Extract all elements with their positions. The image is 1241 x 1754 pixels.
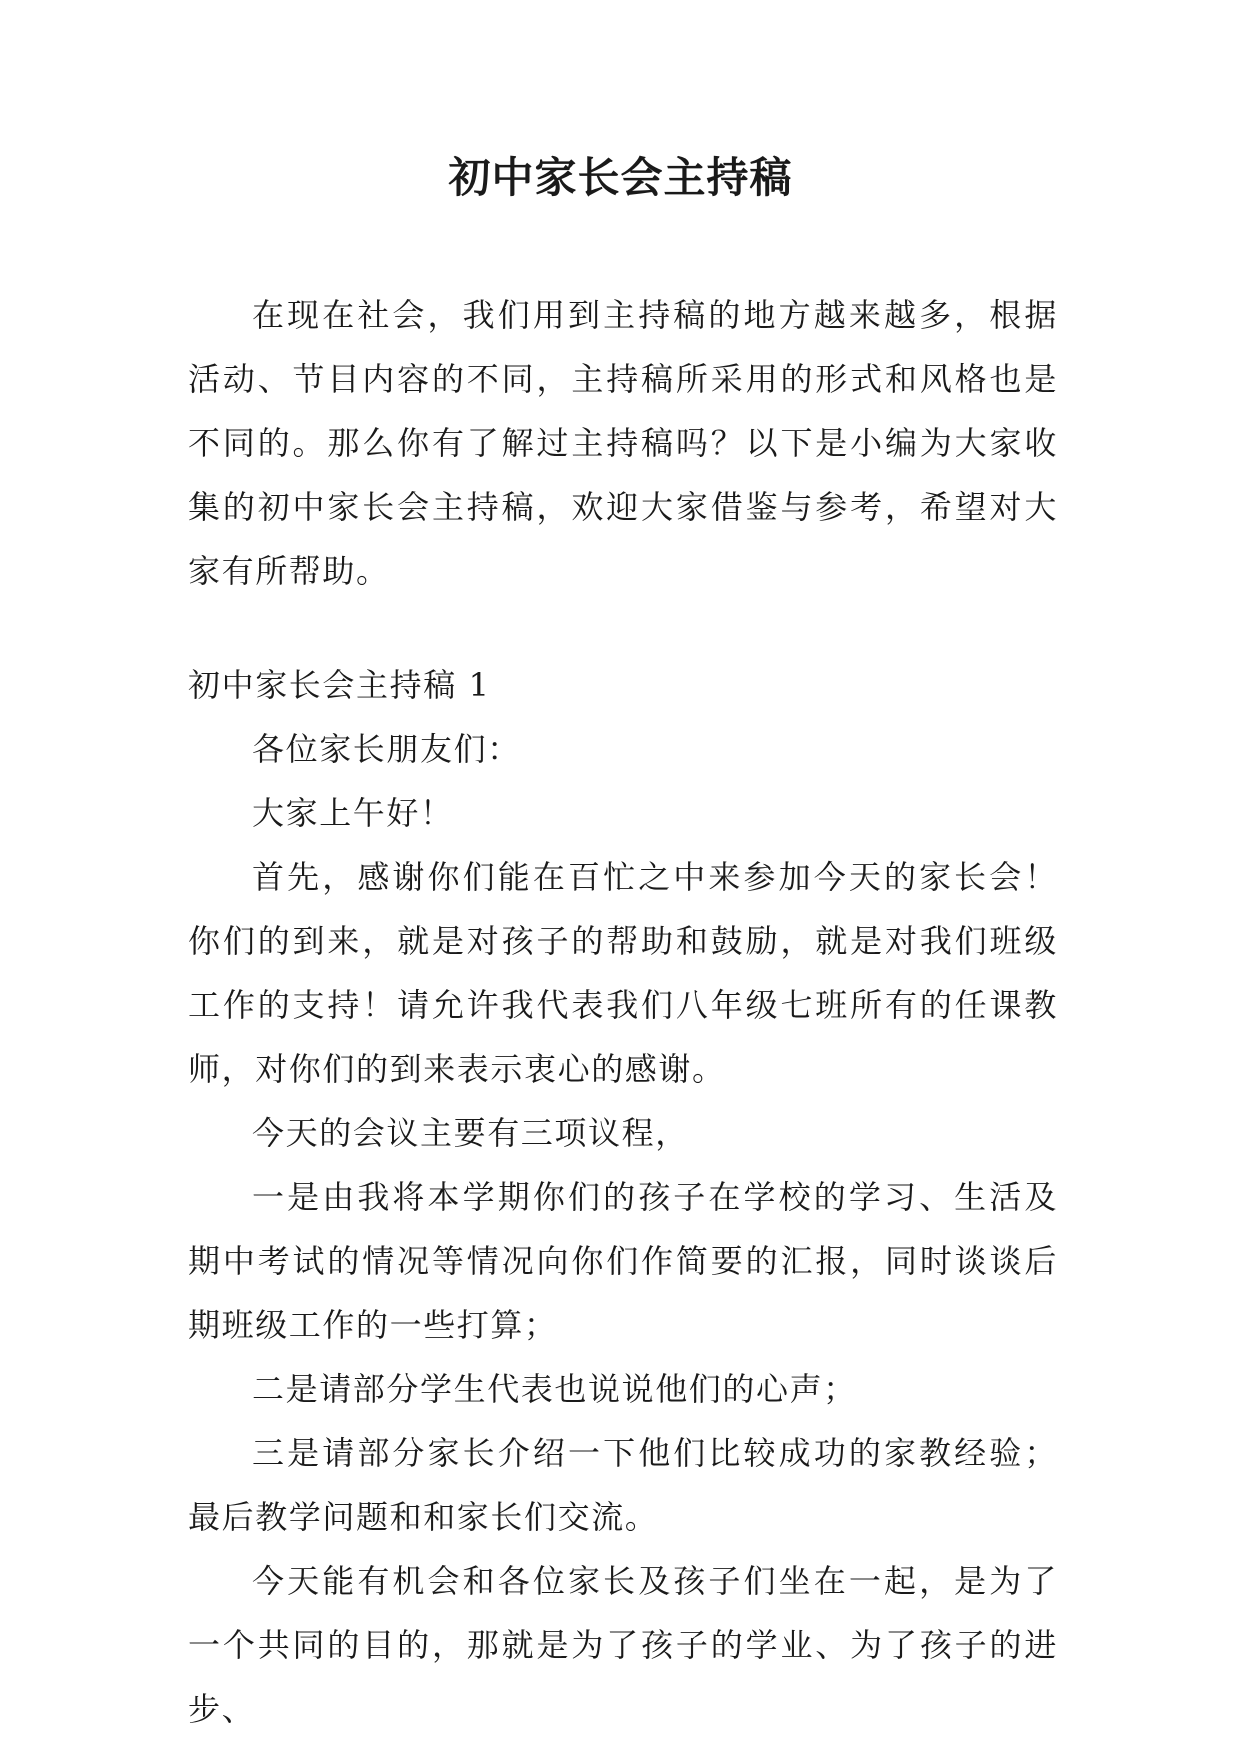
body-paragraph: 二是请部分学生代表也说说他们的心声； [252,1370,857,1408]
section-heading: 初中家长会主持稿 1 [188,666,491,704]
body-paragraph: 大家上午好！ [252,794,454,832]
intro-paragraph: 在现在社会，我们用到主持稿的地方越来越多，根据活动、节目内容的不同，主持稿所采用的形式和风格也是不同的。那么你有了解过主持稿吗？以下是小编为大家收集的初中家长会主持稿，欢迎大家借鉴与参考，希望对大家有所帮助。 [188,296,1058,590]
body-paragraph: 今天的会议主要有三项议程， [252,1114,689,1152]
body-paragraph: 各位家长朋友们： [252,730,521,768]
body-paragraph: 三是请部分家长介绍一下他们比较成功的家教经验；最后教学问题和和家长们交流。 [188,1434,1058,1536]
body-paragraph: 首先，感谢你们能在百忙之中来参加今天的家长会！你们的到来，就是对孩子的帮助和鼓励，就是对我们班级工作的支持！请允许我代表我们八年级七班所有的任课教师，对你们的到来表示衷心的感谢。 [188,858,1058,1088]
body-paragraph: 今天能有机会和各位家长及孩子们坐在一起，是为了一个共同的目的，那就是为了孩子的学业、为了孩子的进步、 [188,1562,1058,1728]
document-title: 初中家长会主持稿 [448,153,793,202]
document-body [188,283,1058,1741]
body-paragraph: 一是由我将本学期你们的孩子在学校的学习、生活及期中考试的情况等情况向你们作简要的汇报，同时谈谈后期班级工作的一些打算； [188,1178,1058,1344]
